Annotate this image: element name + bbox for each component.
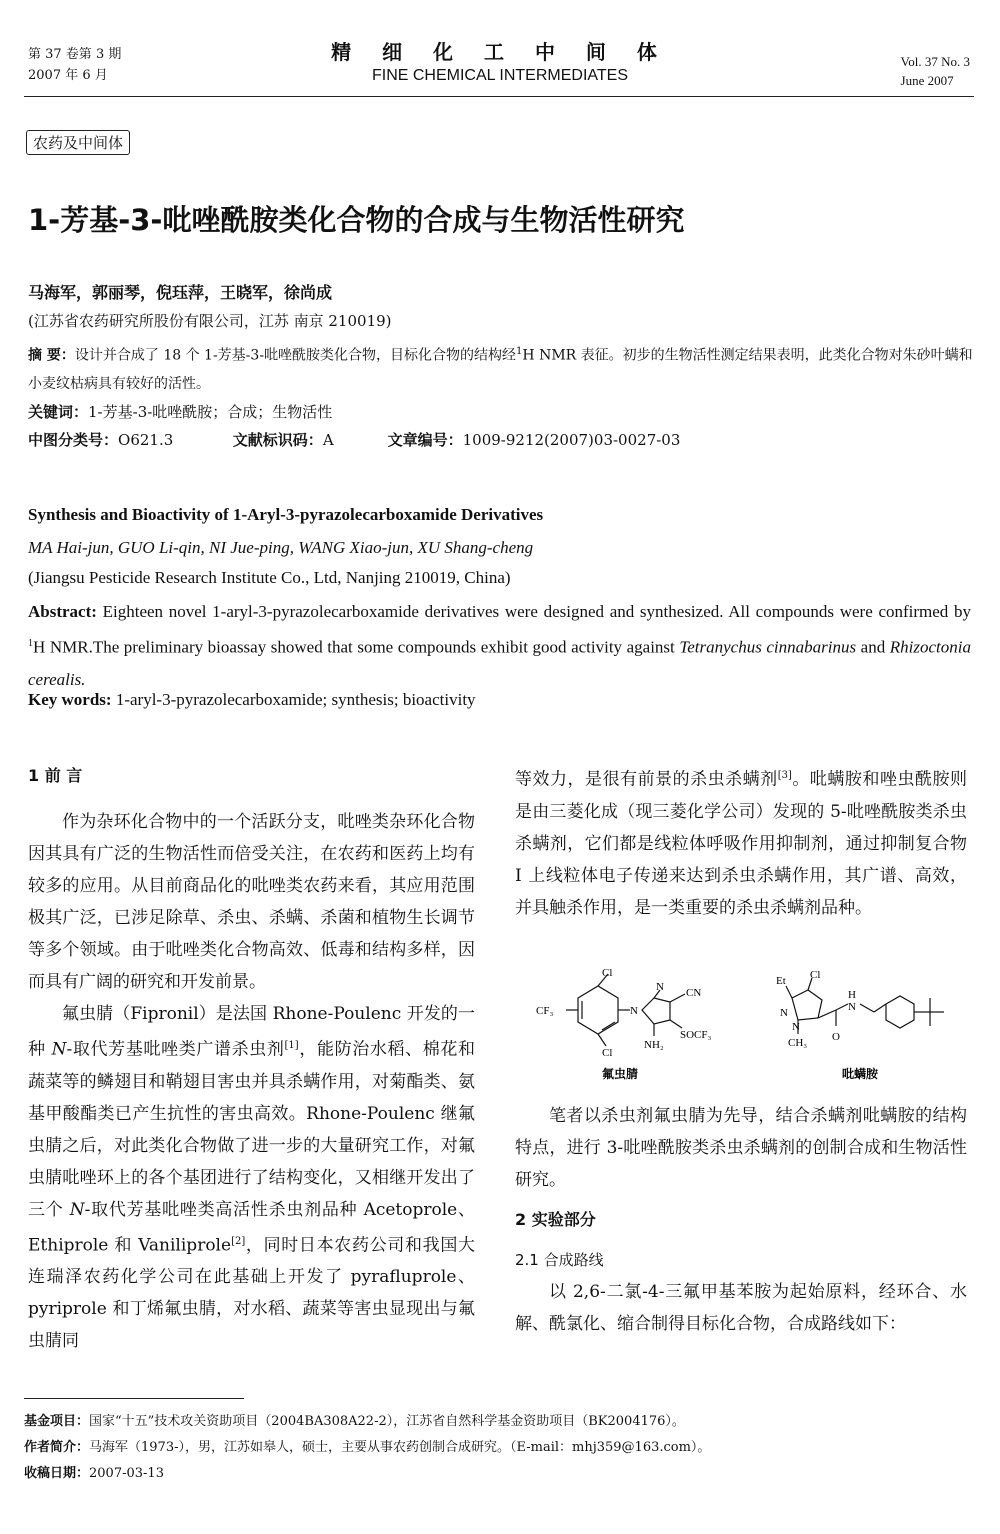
fipronil-cl-top: Cl <box>602 968 613 979</box>
intro-paragraph-2 <box>28 998 475 1357</box>
species-1: Tetranychus cinnabarinus <box>679 637 857 657</box>
article-number-label: 文章编号： <box>387 430 463 449</box>
keywords-en-label: Key words: <box>28 690 112 709</box>
section-2-heading: 2 实验部分 <box>515 1210 596 1229</box>
tebufenpyrad-o: O <box>832 1031 840 1043</box>
right-paragraph-1 <box>515 760 967 924</box>
abstract-en-and: and <box>856 637 890 657</box>
species-2: Rhizoctonia cerealis. <box>28 637 971 689</box>
tebufenpyrad-ch3: CH₃ <box>788 1037 808 1049</box>
paper-title: 1-芳基-3-吡唑酰胺类化合物的合成与生物活性研究 <box>28 203 685 237</box>
tebufenpyrad-n2: N <box>792 1021 800 1033</box>
footnote-author <box>24 1436 710 1455</box>
fipronil-nh2: NH₂ <box>644 1039 664 1051</box>
abstract-en-text2: H NMR.The preliminary bioassay showed that some compounds exhibit good activity against <box>33 637 680 657</box>
header-rule <box>24 96 974 97</box>
keywords-cn-label: 关键词： <box>28 402 89 421</box>
p2-text-a: 氟虫腈（Fipronil）是法国 Rhone-Poulenc 开发的一种 <box>28 1004 475 1060</box>
journal-name-cn: 精 细 化 工 中 间 体 <box>331 40 669 64</box>
fipronil-n2: N <box>656 981 664 993</box>
doc-code-value: A <box>322 430 334 449</box>
p2-text-c: ，能防治水稻、棉花和蔬菜等的鳞翅目和鞘翅目害虫并具杀螨作用，对菊酯类、氨基甲酸酯类已产生抗性的害虫高效。Rhone-Poulenc 继氟虫腈之后，对此类化合物做了进一步的大量研究工作，对氟虫腈吡唑环上的各个基团进行了结构变化，又相继开发出了三个 <box>28 1039 476 1220</box>
fipronil-label: 氟虫腈 <box>602 1067 639 1081</box>
fipronil-cn: CN <box>686 987 702 999</box>
abstract-cn <box>28 338 973 398</box>
abstract-en-label: Abstract: <box>28 602 97 621</box>
volume-info <box>901 52 970 90</box>
tebufenpyrad-structure <box>786 978 944 1034</box>
authors-en: MA Hai-jun, GUO Li-qin, NI Jue-ping, WANG Xiao-jun, XU Shang-cheng <box>28 538 534 557</box>
authors-cn: 马海军，郭丽琴，倪珏萍，王晓军，徐尚成 <box>28 283 333 302</box>
section-1-heading: 1 前 言 <box>28 766 83 785</box>
fipronil-scf3: SOCF₃ <box>680 1029 712 1041</box>
article-number-value: 1009-9212(2007)03-0027-03 <box>462 430 681 449</box>
footnote-rule <box>24 1398 244 1399</box>
author-bio-text: 马海军（1973-），男，江苏如皋人，硕士，主要从事农药创制合成研究。（E-mail：mhj359@163.com）。 <box>89 1440 711 1455</box>
author-bio-label: 作者简介： <box>24 1440 90 1455</box>
body-left-column <box>28 760 475 1357</box>
right-paragraph-3: 以 2,6-二氯-4-三氟甲基苯胺为起始原料，经环合、水解、酰氯化、缩合制得目标化合物，合成路线如下： <box>515 1282 967 1334</box>
footnote-received <box>24 1462 164 1481</box>
footnote-funding <box>24 1410 685 1429</box>
clc-label: 中图分类号： <box>28 430 119 449</box>
issue-number: 第 37 卷第 3 期 <box>28 47 122 62</box>
tebufenpyrad-n1: N <box>780 1007 788 1019</box>
issue-date: 2007 年 6 月 <box>28 68 108 83</box>
clc-value: O621.3 <box>118 430 174 449</box>
abstract-cn-label: 摘 要： <box>28 347 75 364</box>
fipronil-n1: N <box>630 1005 638 1017</box>
received-label: 收稿日期： <box>24 1466 90 1481</box>
p2-text-d: -取代芳基吡唑类高活性杀虫剂品种 Acetoprole、Ethiprole 和 Vaniliprole <box>28 1199 475 1256</box>
keywords-en <box>28 690 476 710</box>
chemical-structures-figure <box>530 968 970 1088</box>
title-en: Synthesis and Bioactivity of 1-Aryl-3-pyrazolecarboxamide Derivatives <box>28 505 544 524</box>
fipronil-cf3: CF₃ <box>536 1005 554 1017</box>
right-paragraph-2: 笔者以杀虫剂氟虫腈为先导，结合杀螨剂吡螨胺的结构特点，进行 3-吡唑酰胺类杀虫杀螨剂的创制合成和生物活性研究。 <box>515 1106 967 1190</box>
category-tag: 农药及中间体 <box>26 130 130 155</box>
abstract-cn-text1: 设计并合成了 18 个 1-芳基-3-吡唑酰胺类化合物，目标化合物的结构经 <box>74 347 517 364</box>
funding-label: 基金项目： <box>24 1414 90 1429</box>
journal-name-en: FINE CHEMICAL INTERMEDIATES <box>371 67 629 84</box>
intro-paragraph-1: 作为杂环化合物中的一个活跃分支，吡唑类杂环化合物因其具有广泛的生物活性而倍受关注，在农药和医药上均有较多的应用。从目前商品化的吡唑类农药来看，其应用范围极其广泛，已涉足除草、杀虫、杀螨、杀菌和植物生长调节等多个领域。由于吡唑类化合物高效、低毒和结构多样，因而具有广阔的研究和开发前景。 <box>28 812 475 992</box>
received-date: 2007-03-13 <box>89 1466 164 1481</box>
funding-text: 国家“十五”技术攻关资助项目（2004BA308A22-2），江苏省自然科学基金资助项目（BK2004176）。 <box>89 1414 685 1429</box>
abstract-en <box>28 596 971 696</box>
p2-n2: N <box>69 1199 85 1220</box>
body-right-column <box>515 760 967 924</box>
affiliation-cn: (江苏省农药研究所股份有限公司，江苏 南京 210019) <box>28 312 392 330</box>
abstract-cn-block <box>28 338 973 454</box>
keywords-cn-text: 1-芳基-3-吡唑酰胺；合成；生物活性 <box>88 402 333 421</box>
keywords-en-text: 1-aryl-3-pyrazolecarboxamide; synthesis; bioactivity <box>111 690 476 709</box>
ref-3: [3] <box>777 770 792 781</box>
journal-header <box>0 36 1000 85</box>
tebufenpyrad-label: 吡螨胺 <box>842 1067 879 1081</box>
section-2-1-heading: 2.1 合成路线 <box>515 1251 604 1269</box>
abstract-cn-sup: 1 <box>516 346 523 357</box>
body-right-lower <box>515 1100 967 1340</box>
fipronil-structure <box>566 974 685 1046</box>
r1-text-b: 。吡螨胺和唑虫酰胺则是由三菱化成（现三菱化学公司）发现的 5-吡唑酰胺类杀虫杀螨剂，它们都是线粒体呼吸作用抑制剂，通过抑制复合物 Ⅰ 上线粒体电子传递来达到杀虫杀螨作用，其广谱、高效，并具触杀作用，是一类重要的杀虫杀螨剂品种。 <box>515 769 968 918</box>
abstract-cn-text2: H NMR 表征。初步的生物活性测定结果表明，此类化合物对朱砂叶螨和小麦纹枯病具有较好的活性。 <box>28 347 973 392</box>
volume-en: Vol. 37 No. 3 <box>900 54 970 69</box>
abstract-en-text1: Eighteen novel 1-aryl-3-pyrazolecarboxamide derivatives were designed and synthesized. All compounds were confirmed by <box>96 602 971 621</box>
r1-text-a: 等效力，是很有前景的杀虫杀螨剂 <box>515 769 778 790</box>
classification-line <box>28 426 973 454</box>
ref-2: [2] <box>231 1235 246 1247</box>
tebufenpyrad-nh: N <box>848 1001 856 1013</box>
affiliation-en: (Jiangsu Pesticide Research Institute Co., Ltd, Nanjing 210019, China) <box>28 568 511 587</box>
tebufenpyrad-h: H <box>848 989 856 1001</box>
keywords-cn <box>28 398 973 426</box>
date-en: June 2007 <box>900 73 954 88</box>
p2-text-e: ，同时日本农药公司和我国大连瑞泽农药化学公司在此基础上开发了 pyrafluprole、pyriprole 和丁烯氟虫腈，对水稻、蔬菜等害虫显现出与氟虫腈同 <box>28 1235 476 1352</box>
doc-code-label: 文献标识码： <box>232 430 323 449</box>
p2-n: N <box>51 1039 67 1060</box>
p2-text-b: -取代芳基吡唑类广谱杀虫剂 <box>66 1039 285 1060</box>
tebufenpyrad-cl: Cl <box>810 969 821 981</box>
tebufenpyrad-et: Et <box>776 975 786 987</box>
abstract-en-sup: 1 <box>28 638 33 649</box>
ref-1: [1] <box>284 1040 299 1051</box>
fipronil-cl-bottom: Cl <box>602 1047 613 1059</box>
